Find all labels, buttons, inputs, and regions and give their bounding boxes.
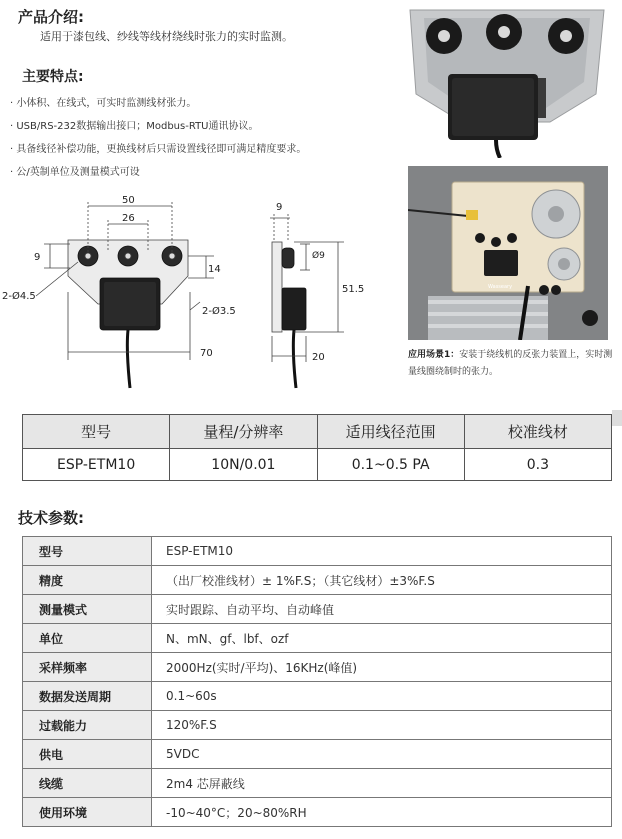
model-table xyxy=(22,414,612,481)
table-row xyxy=(23,595,612,624)
table-row xyxy=(23,740,612,769)
spec-key: 供电 xyxy=(23,740,152,769)
header-calibration-wire: 校准线材 xyxy=(464,415,611,449)
spec-value: （出厂校准线材）± 1%F.S；（其它线材）±3%F.S xyxy=(152,566,612,595)
table-row xyxy=(23,624,612,653)
dim-14-label: 14 xyxy=(208,264,221,275)
spec-key: 线缆 xyxy=(23,769,152,798)
side-dim-51-5-label: 51.5 xyxy=(342,284,365,295)
header-model: 型号 xyxy=(23,415,170,449)
feature-item: · USB/RS-232数据输出接口；Modbus-RTU通讯协议。 xyxy=(10,121,259,132)
spec-table xyxy=(22,536,612,827)
dimension-drawing xyxy=(0,192,400,392)
side-dim-9-label: 9 xyxy=(276,202,283,213)
model-table-header xyxy=(23,415,612,449)
intro-title: 产品介绍: xyxy=(18,8,84,26)
cell-range: 10N/0.01 xyxy=(170,449,317,481)
spec-value: 0.1~60s xyxy=(152,682,612,711)
dim-70-label: 70 xyxy=(200,348,213,359)
spec-key: 测量模式 xyxy=(23,595,152,624)
caption-label: 应用场景1： xyxy=(408,350,460,360)
application-photo xyxy=(408,166,608,340)
spec-key: 采样频率 xyxy=(23,653,152,682)
spec-key: 精度 xyxy=(23,566,152,595)
table-row xyxy=(23,682,612,711)
table-row xyxy=(23,798,612,827)
table-row xyxy=(23,449,612,481)
table-row xyxy=(23,566,612,595)
cell-wire-diameter: 0.1~0.5 PA xyxy=(317,449,464,481)
spec-key: 过载能力 xyxy=(23,711,152,740)
edge-mark xyxy=(612,410,622,426)
caption-text: 安装于绕线机的反张力装置上，实时测量线圈绕制时的张力。 xyxy=(408,350,613,377)
spec-value: 120%F.S xyxy=(152,711,612,740)
dim-26-label: 26 xyxy=(122,213,135,224)
features-list xyxy=(10,92,306,184)
product-photo xyxy=(400,4,612,158)
tech-title: 技术参数: xyxy=(18,509,84,527)
feature-item: · 公/英制单位及测量模式可设 xyxy=(10,167,140,178)
application-caption xyxy=(408,347,620,381)
spec-value: 2000Hz(实时/平均)、16KHz(峰值) xyxy=(152,653,612,682)
spec-key: 使用环境 xyxy=(23,798,152,827)
hole-4-5-label: 2-Ø4.5 xyxy=(2,291,36,302)
feature-item: · 小体积、在线式，可实时监测线材张力。 xyxy=(10,98,197,109)
hole-3-5-label: 2-Ø3.5 xyxy=(202,306,236,317)
dim-9-label: 9 xyxy=(34,252,41,263)
spec-key: 单位 xyxy=(23,624,152,653)
spec-value: ESP-ETM10 xyxy=(152,537,612,566)
spec-value: 2m4 芯屏蔽线 xyxy=(152,769,612,798)
spec-value: -10~40°C；20~80%RH xyxy=(152,798,612,827)
header-wire-diameter: 适用线径范围 xyxy=(317,415,464,449)
spec-value: N、mN、gf、lbf、ozf xyxy=(152,624,612,653)
header-range: 量程/分辨率 xyxy=(170,415,317,449)
cell-model: ESP-ETM10 xyxy=(23,449,170,481)
cell-calibration-wire: 0.3 xyxy=(464,449,611,481)
table-row xyxy=(23,537,612,566)
feature-item: · 具备线径补偿功能，更换线材后只需设置线径即可满足精度要求。 xyxy=(10,144,307,155)
dim-50-label: 50 xyxy=(122,195,135,206)
table-row xyxy=(23,711,612,740)
brand-label: Wasseary xyxy=(488,284,513,290)
features-title: 主要特点: xyxy=(22,69,84,85)
spec-value: 实时跟踪、自动平均、自动峰值 xyxy=(152,595,612,624)
table-row xyxy=(23,653,612,682)
side-dim-20-label: 20 xyxy=(312,352,325,363)
table-row xyxy=(23,769,612,798)
spec-key: 数据发送周期 xyxy=(23,682,152,711)
side-dim-phi9-label: Ø9 xyxy=(312,251,325,261)
spec-key: 型号 xyxy=(23,537,152,566)
intro-text: 适用于漆包线、纱线等线材绕线时张力的实时监测。 xyxy=(40,30,293,43)
spec-value: 5VDC xyxy=(152,740,612,769)
